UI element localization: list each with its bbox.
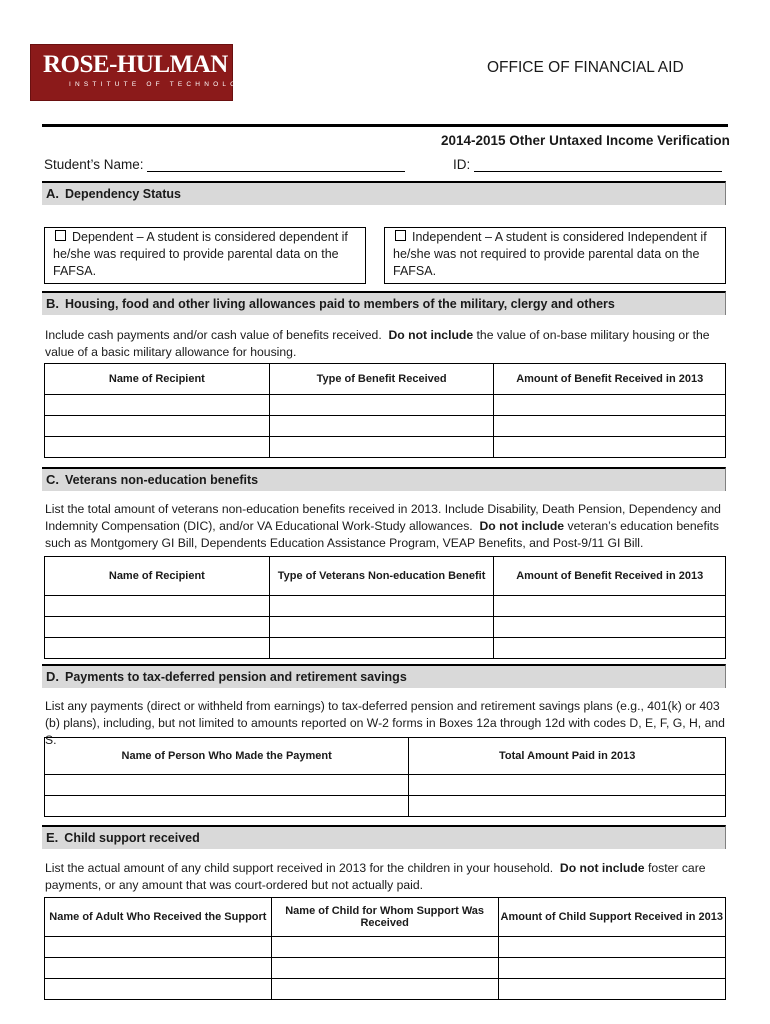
table-cell[interactable] xyxy=(269,395,494,416)
table-cell[interactable] xyxy=(269,617,494,638)
id-row xyxy=(453,157,722,172)
table-cell[interactable] xyxy=(409,775,726,796)
section-d-header xyxy=(42,664,726,688)
table-cell[interactable] xyxy=(494,617,726,638)
logo-name: ROSE-HULMAN xyxy=(43,51,228,78)
table-header: Amount of Child Support Received in 2013 xyxy=(498,898,725,937)
table-cell[interactable] xyxy=(271,958,498,979)
section-d-desc-1: List any payments (direct or withheld from earnings) to tax-deferred pension and retirement savings plans (e.g., 401(k) or 403 (b) plans), including, but not limited to amounts reported on W-2 forms in Boxes 12a through 12d with codes D, E, F, G, H, and S. xyxy=(45,699,725,747)
table-header: Name of Recipient xyxy=(45,557,270,596)
table-cell[interactable] xyxy=(45,796,409,817)
section-b-header xyxy=(42,291,726,315)
office-title: OFFICE OF FINANCIAL AID xyxy=(487,59,684,76)
table-header: Name of Adult Who Received the Support xyxy=(45,898,272,937)
table-cell[interactable] xyxy=(269,596,494,617)
section-d-title: Payments to tax-deferred pension and retirement savings xyxy=(65,670,407,684)
section-a-title: Dependency Status xyxy=(65,187,182,201)
table-cell[interactable] xyxy=(45,937,272,958)
table-header: Amount of Benefit Received in 2013 xyxy=(494,557,726,596)
table-cell[interactable] xyxy=(271,979,498,1000)
independent-option[interactable] xyxy=(384,227,726,284)
section-c-description xyxy=(45,501,735,552)
id-label: ID: xyxy=(453,157,471,172)
table-cell[interactable] xyxy=(271,937,498,958)
rose-hulman-logo xyxy=(30,44,258,101)
table-cell[interactable] xyxy=(494,437,726,458)
id-field[interactable] xyxy=(474,157,722,172)
table-header: Type of Benefit Received xyxy=(269,364,494,395)
table-cell[interactable] xyxy=(45,395,270,416)
table-cell[interactable] xyxy=(269,638,494,659)
table-row xyxy=(45,638,726,659)
student-name-field[interactable] xyxy=(147,157,405,172)
section-e-header xyxy=(42,825,726,849)
table-cell[interactable] xyxy=(498,979,725,1000)
section-c-desc-bold: Do not include xyxy=(479,519,565,533)
table-row xyxy=(45,796,726,817)
student-name-row xyxy=(44,157,405,172)
table-row xyxy=(45,617,726,638)
table-cell[interactable] xyxy=(494,395,726,416)
section-c-header xyxy=(42,467,726,491)
table-cell[interactable] xyxy=(498,958,725,979)
section-b-title: Housing, food and other living allowances paid to members of the military, clergy and others xyxy=(65,297,615,311)
table-row xyxy=(45,416,726,437)
section-e-description xyxy=(45,860,735,894)
independent-text: Independent – A student is considered Independent if he/she was not required to provide parental data on the FAFSA. xyxy=(393,230,707,278)
table-row xyxy=(45,437,726,458)
section-c-letter: C. xyxy=(46,472,59,487)
section-c-desc-1: List the total amount of veterans non-education benefits received in 2013. Include Disability, Death Pension, Dependency and Indemnity Compensation (DIC), and/or VA Educational Work-Study allowances. xyxy=(45,502,721,533)
table-header: Total Amount Paid in 2013 xyxy=(409,738,726,775)
table-row xyxy=(45,395,726,416)
table-cell[interactable] xyxy=(45,958,272,979)
section-e-letter: E. xyxy=(46,830,59,845)
table-cell[interactable] xyxy=(45,596,270,617)
table-header: Type of Veterans Non-education Benefit xyxy=(269,557,494,596)
section-e-desc-bold: Do not include xyxy=(559,861,645,875)
section-b-desc-bold: Do not include xyxy=(388,328,474,342)
section-b-desc-1: Include cash payments and/or cash value of benefits received. xyxy=(45,328,382,342)
table-row xyxy=(45,979,726,1000)
table-cell[interactable] xyxy=(498,937,725,958)
form-title: 2014-2015 Other Untaxed Income Verification xyxy=(441,133,730,148)
table-cell[interactable] xyxy=(45,638,270,659)
table-cell[interactable] xyxy=(269,416,494,437)
section-d-table xyxy=(44,737,726,817)
table-cell[interactable] xyxy=(494,416,726,437)
table-row xyxy=(45,775,726,796)
section-b-desc-2: the value of on-base military housing or the value of a basic military allowance for housing. xyxy=(45,328,710,359)
table-row xyxy=(45,937,726,958)
table-header: Name of Person Who Made the Payment xyxy=(45,738,409,775)
section-b-table xyxy=(44,363,726,458)
section-c-desc-2: veteran’s education benefits such as Montgomery GI Bill, Dependents Education Assistance Program, VEAP Benefits, and Post-9/11 GI Bill. xyxy=(45,519,720,550)
dependent-option[interactable] xyxy=(44,227,366,284)
dependent-checkbox[interactable] xyxy=(55,230,66,241)
table-header: Name of Recipient xyxy=(45,364,270,395)
independent-checkbox[interactable] xyxy=(395,230,406,241)
table-cell[interactable] xyxy=(494,638,726,659)
dependent-text: Dependent – A student is considered dependent if he/she was required to provide parental data on the FAFSA. xyxy=(53,230,348,278)
table-cell[interactable] xyxy=(409,796,726,817)
table-header: Name of Child for Whom Support Was Received xyxy=(271,898,498,937)
section-c-table xyxy=(44,556,726,659)
section-a-header xyxy=(42,181,726,205)
section-e-desc-2: foster care payments, or any amount that was court-ordered but not actually paid. xyxy=(45,861,706,892)
table-cell[interactable] xyxy=(45,617,270,638)
table-cell[interactable] xyxy=(494,596,726,617)
section-c-title: Veterans non-education benefits xyxy=(65,473,259,487)
logo-subtitle: INSTITUTE OF TECHNOLOGY xyxy=(69,81,258,88)
top-rule xyxy=(42,124,728,127)
table-row xyxy=(45,596,726,617)
table-header: Amount of Benefit Received in 2013 xyxy=(494,364,726,395)
table-cell[interactable] xyxy=(45,979,272,1000)
table-row xyxy=(45,958,726,979)
section-b-letter: B. xyxy=(46,296,59,311)
section-a-letter: A. xyxy=(46,186,59,201)
table-cell[interactable] xyxy=(45,775,409,796)
table-cell[interactable] xyxy=(269,437,494,458)
section-e-table xyxy=(44,897,726,1000)
student-name-label: Student’s Name: xyxy=(44,157,144,172)
table-cell[interactable] xyxy=(45,437,270,458)
table-cell[interactable] xyxy=(45,416,270,437)
section-d-letter: D. xyxy=(46,669,59,684)
section-e-title: Child support received xyxy=(64,831,200,845)
section-e-desc-1: List the actual amount of any child support received in 2013 for the children in your household. xyxy=(45,861,554,875)
section-b-description xyxy=(45,327,735,361)
